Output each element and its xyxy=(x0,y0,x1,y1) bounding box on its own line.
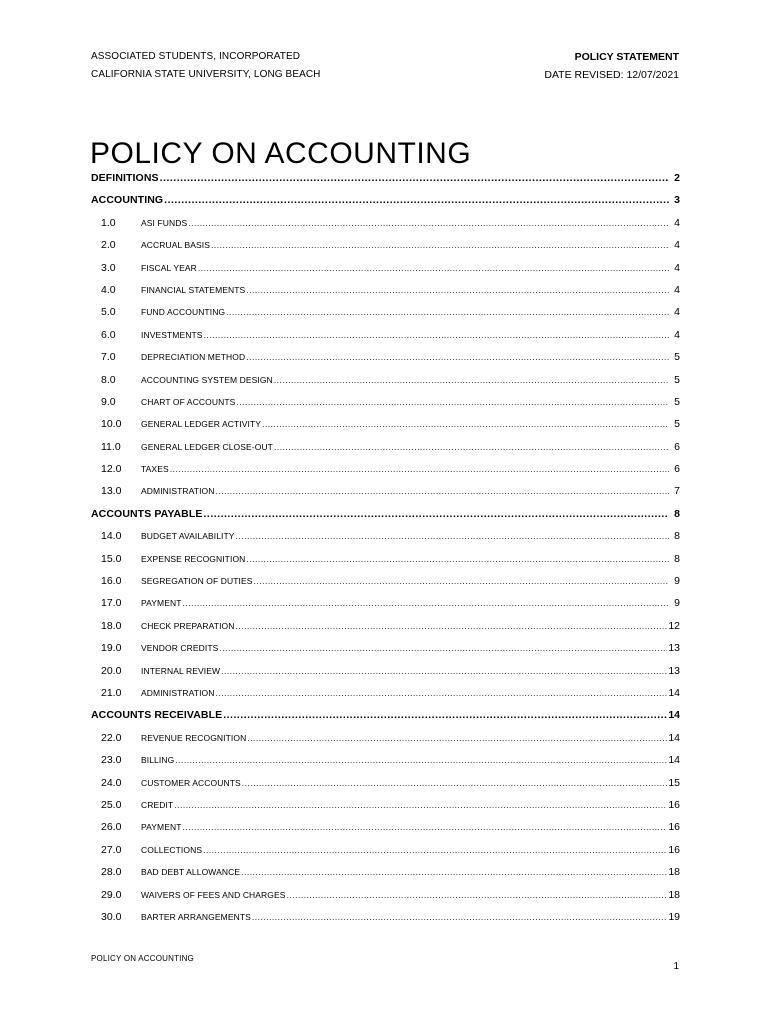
toc-entry[interactable] xyxy=(91,212,680,234)
toc-entry-label: BAD DEBT ALLOWANCE xyxy=(141,867,241,878)
toc-entry[interactable] xyxy=(91,458,680,480)
toc-entry[interactable] xyxy=(91,279,680,301)
toc-entry-number: 26.0 xyxy=(101,821,122,834)
toc-page-number: 6 xyxy=(674,463,680,476)
toc-entry-label: BUDGET AVAILABILITY xyxy=(141,531,235,542)
toc-dot-leader xyxy=(204,324,669,346)
toc-dot-leader xyxy=(174,794,667,816)
toc-entry-number: 6.0 xyxy=(101,328,116,341)
toc-entry-label: ADMINISTRATION xyxy=(141,486,215,497)
toc-entry-number: 23.0 xyxy=(101,754,122,767)
toc-dot-leader xyxy=(183,816,668,838)
toc-entry-label: CHART OF ACCOUNTS xyxy=(141,396,236,407)
toc-page-number: 4 xyxy=(674,216,680,229)
toc-page-number: 4 xyxy=(674,283,680,296)
toc-page-number: 4 xyxy=(674,261,680,274)
toc-page-number: 14 xyxy=(668,754,680,767)
toc-page-number: 19 xyxy=(668,910,680,923)
toc-dot-leader xyxy=(236,391,669,413)
toc-entry-number: 30.0 xyxy=(101,910,122,923)
toc-dot-leader xyxy=(274,369,669,391)
toc-dot-leader xyxy=(175,749,667,771)
header-organization xyxy=(91,48,321,84)
toc-entry-number: 4.0 xyxy=(101,283,116,296)
toc-entry[interactable] xyxy=(91,324,680,346)
toc-dot-leader xyxy=(203,503,669,525)
footer-document-name: POLICY ON ACCOUNTING xyxy=(91,954,194,963)
toc-entry-number: 8.0 xyxy=(101,373,116,386)
toc-entry-number: 27.0 xyxy=(101,843,122,856)
toc-entry-number: 28.0 xyxy=(101,866,122,879)
org-name: ASSOCIATED STUDENTS, INCORPORATED xyxy=(91,51,301,62)
toc-entry[interactable] xyxy=(91,548,680,570)
toc-entry-label: REVENUE RECOGNITION xyxy=(141,732,247,743)
toc-dot-leader xyxy=(242,772,668,794)
toc-dot-leader xyxy=(164,189,669,211)
toc-entry[interactable] xyxy=(91,234,680,256)
toc-page-number: 15 xyxy=(668,776,680,789)
toc-entry-label: ACCOUNTING SYSTEM DESIGN xyxy=(141,374,273,385)
toc-entry-number: 2.0 xyxy=(101,239,116,252)
toc-page-number: 2 xyxy=(674,172,680,184)
toc-entry[interactable] xyxy=(91,727,680,749)
toc-entry-number: 1.0 xyxy=(101,216,116,229)
toc-dot-leader xyxy=(226,301,669,323)
toc-entry-label: BARTER ARRANGEMENTS xyxy=(141,911,251,922)
toc-entry[interactable] xyxy=(91,682,680,704)
date-revised: DATE REVISED: 12/07/2021 xyxy=(544,69,679,81)
toc-entry-number: 13.0 xyxy=(101,485,122,498)
toc-dot-leader xyxy=(274,436,669,458)
toc-dot-leader xyxy=(252,906,667,928)
toc-entry[interactable] xyxy=(91,794,680,816)
toc-entry[interactable] xyxy=(91,570,680,592)
toc-dot-leader xyxy=(241,861,667,883)
toc-entry-number: 9.0 xyxy=(101,395,116,408)
toc-dot-leader xyxy=(198,257,669,279)
toc-entry-label: INTERNAL REVIEW xyxy=(141,665,221,676)
toc-page-number: 9 xyxy=(674,575,680,588)
toc-page-number: 5 xyxy=(674,373,680,386)
toc-entry-number: 22.0 xyxy=(101,731,122,744)
toc-entry-number: 14.0 xyxy=(101,530,122,543)
toc-entry[interactable] xyxy=(91,884,680,906)
toc-page-number: 7 xyxy=(674,485,680,498)
toc-entry-number: 5.0 xyxy=(101,306,116,319)
toc-dot-leader xyxy=(183,592,669,614)
toc-entry[interactable] xyxy=(91,391,680,413)
toc-entry[interactable] xyxy=(91,480,680,502)
toc-page-number: 13 xyxy=(668,642,680,655)
toc-page-number: 14 xyxy=(668,731,680,744)
toc-page-number: 14 xyxy=(668,709,680,722)
toc-entry-label: SEGREGATION OF DUTIES xyxy=(141,576,253,587)
toc-entry-number: 10.0 xyxy=(101,418,122,431)
toc-entry-label: WAIVERS OF FEES AND CHARGES xyxy=(141,889,286,900)
toc-entry[interactable] xyxy=(91,772,680,794)
toc-page-number: 8 xyxy=(674,552,680,565)
toc-page-number: 14 xyxy=(668,686,680,699)
toc-entry-number: 20.0 xyxy=(101,664,122,677)
toc-entry-label: CREDIT xyxy=(141,799,174,810)
toc-entry-label: PAYMENT xyxy=(141,822,182,833)
toc-dot-leader xyxy=(262,413,669,435)
toc-entry-label: FISCAL YEAR xyxy=(141,262,197,273)
toc-entry-number: 29.0 xyxy=(101,888,122,901)
toc-entry[interactable] xyxy=(91,839,680,861)
toc-dot-leader xyxy=(160,167,669,189)
toc-entry-number: 15.0 xyxy=(101,552,122,565)
toc-entry-label: GENERAL LEDGER ACTIVITY xyxy=(141,419,262,430)
toc-entry[interactable] xyxy=(91,660,680,682)
toc-entry-label: ADMINISTRATION xyxy=(141,687,215,698)
toc-page-number: 8 xyxy=(674,530,680,543)
page-title: POLICY ON ACCOUNTING xyxy=(90,137,472,171)
toc-entry-label: INVESTMENTS xyxy=(141,329,203,340)
footer-page-number: 1 xyxy=(673,961,679,972)
toc-page-number: 16 xyxy=(668,821,680,834)
toc-entry[interactable] xyxy=(91,592,680,614)
toc-dot-leader xyxy=(203,839,667,861)
toc-entry-label: ACCOUNTING xyxy=(91,194,164,207)
toc-entry-label: BILLING xyxy=(141,755,175,766)
toc-entry[interactable] xyxy=(91,749,680,771)
toc-entry-number: 7.0 xyxy=(101,351,116,364)
toc-entry-number: 25.0 xyxy=(101,798,122,811)
toc-entry[interactable] xyxy=(91,906,680,928)
toc-page-number: 6 xyxy=(674,440,680,453)
toc-entry-number: 21.0 xyxy=(101,686,122,699)
toc-entry-label: DEPRECIATION METHOD xyxy=(141,352,246,363)
toc-entry-label: PAYMENT xyxy=(141,598,182,609)
toc-section-entry[interactable] xyxy=(91,704,680,726)
toc-page-number: 16 xyxy=(668,843,680,856)
toc-entry[interactable] xyxy=(91,525,680,547)
toc-page-number: 18 xyxy=(668,888,680,901)
toc-entry-label: DEFINITIONS xyxy=(91,172,159,184)
toc-entry-label: FINANCIAL STATEMENTS xyxy=(141,284,246,295)
university-name: CALIFORNIA STATE UNIVERSITY, LONG BEACH xyxy=(91,69,321,80)
toc-page-number: 8 xyxy=(674,507,680,520)
toc-page-number: 3 xyxy=(674,194,680,207)
toc-entry[interactable] xyxy=(91,816,680,838)
header-policy-info xyxy=(544,48,679,84)
toc-section-entry[interactable] xyxy=(91,503,680,525)
toc-dot-leader xyxy=(170,458,669,480)
policy-statement-label: POLICY STATEMENT xyxy=(574,51,679,63)
toc-entry-label: VENDOR CREDITS xyxy=(141,643,219,654)
toc-page-number: 12 xyxy=(668,619,680,632)
toc-entry-number: 16.0 xyxy=(101,575,122,588)
toc-dot-leader xyxy=(246,279,669,301)
toc-entry-label: ACCOUNTS RECEIVABLE xyxy=(91,709,223,722)
toc-entry-label: ACCOUNTS PAYABLE xyxy=(91,507,203,520)
toc-entry-number: 19.0 xyxy=(101,642,122,655)
toc-entry[interactable] xyxy=(91,301,680,323)
toc-dot-leader xyxy=(223,704,667,726)
toc-dot-leader xyxy=(221,660,667,682)
toc-page-number: 18 xyxy=(668,866,680,879)
toc-entry-label: ACCRUAL BASIS xyxy=(141,240,211,251)
toc-entry-number: 11.0 xyxy=(101,440,121,453)
toc-page-number: 5 xyxy=(674,351,680,364)
toc-entry-label: CHECK PREPARATION xyxy=(141,620,235,631)
toc-page-number: 4 xyxy=(674,239,680,252)
toc-dot-leader xyxy=(211,234,669,256)
toc-dot-leader xyxy=(246,548,669,570)
toc-dot-leader xyxy=(219,637,667,659)
toc-page-number: 5 xyxy=(674,395,680,408)
toc-entry-label: FUND ACCOUNTING xyxy=(141,307,226,318)
toc-entry-label: COLLECTIONS xyxy=(141,844,203,855)
toc-entry[interactable] xyxy=(91,436,680,458)
toc-entry-number: 12.0 xyxy=(101,463,122,476)
toc-entry-number: 3.0 xyxy=(101,261,116,274)
toc-entry-label: ASI FUNDS xyxy=(141,217,188,228)
toc-dot-leader xyxy=(235,615,667,637)
toc-dot-leader xyxy=(254,570,669,592)
toc-page-number: 4 xyxy=(674,328,680,341)
toc-entry-label: TAXES xyxy=(141,464,169,475)
table-of-contents xyxy=(91,167,680,928)
toc-page-number: 9 xyxy=(674,597,680,610)
toc-entry-number: 18.0 xyxy=(101,619,122,632)
toc-dot-leader xyxy=(246,346,669,368)
toc-page-number: 5 xyxy=(674,418,680,431)
toc-dot-leader xyxy=(188,212,669,234)
toc-entry[interactable] xyxy=(91,615,680,637)
toc-entry-label: GENERAL LEDGER CLOSE-OUT xyxy=(141,441,273,452)
toc-page-number: 16 xyxy=(668,798,680,811)
toc-entry-label: CUSTOMER ACCOUNTS xyxy=(141,777,241,788)
toc-dot-leader xyxy=(216,480,670,502)
toc-entry[interactable] xyxy=(91,637,680,659)
toc-entry[interactable] xyxy=(91,861,680,883)
toc-dot-leader xyxy=(236,525,669,547)
toc-section-entry[interactable] xyxy=(91,189,680,211)
toc-entry[interactable] xyxy=(91,257,680,279)
toc-entry[interactable] xyxy=(91,369,680,391)
toc-entry-number: 17.0 xyxy=(101,597,122,610)
toc-section-entry[interactable] xyxy=(91,167,680,189)
toc-entry-label: EXPENSE RECOGNITION xyxy=(141,553,246,564)
toc-dot-leader xyxy=(216,682,668,704)
toc-dot-leader xyxy=(287,884,668,906)
toc-entry[interactable] xyxy=(91,413,680,435)
toc-entry-number: 24.0 xyxy=(101,776,122,789)
toc-dot-leader xyxy=(247,727,667,749)
toc-page-number: 4 xyxy=(674,306,680,319)
toc-entry[interactable] xyxy=(91,346,680,368)
toc-page-number: 13 xyxy=(668,664,680,677)
